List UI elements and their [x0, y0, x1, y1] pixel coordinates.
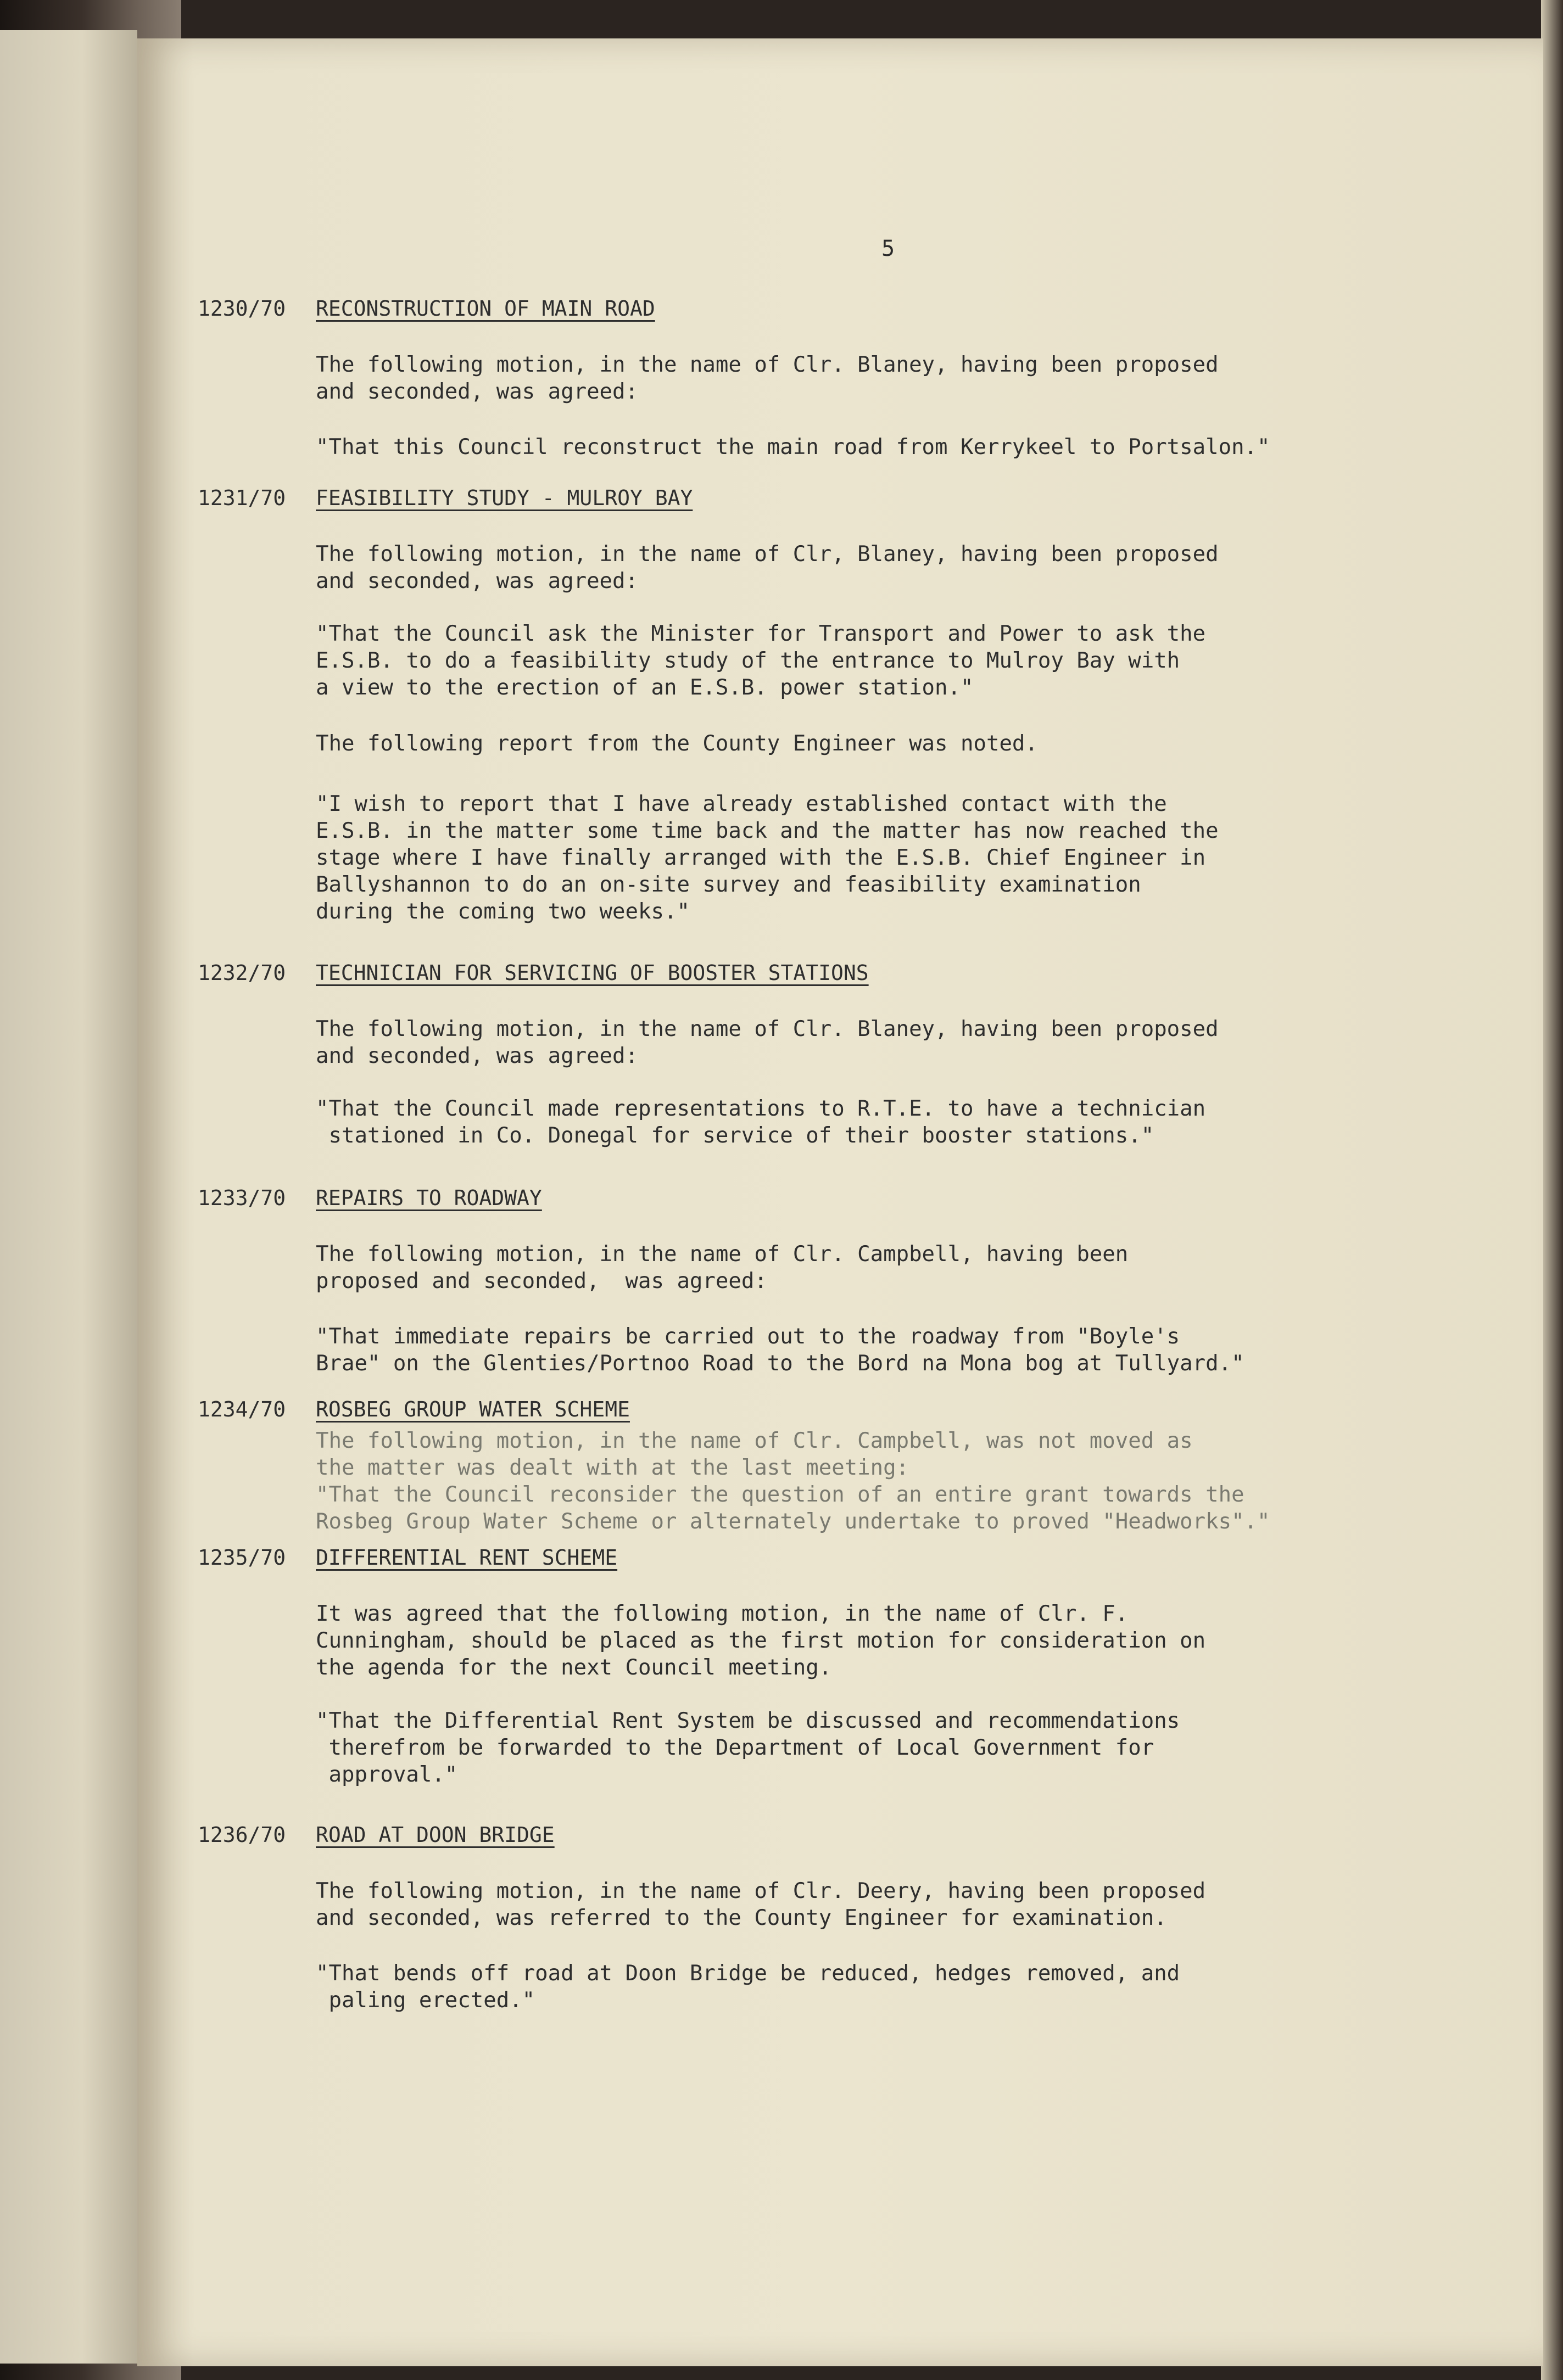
minute-paragraph: The following motion, in the name of Clr. Deery, having been proposed and seconded, was referred to the County Engineer for examination.	[316, 1879, 1206, 1930]
minute-paragraph: "That this Council reconstruct the main road from Kerrykeel to Portsalon."	[316, 435, 1270, 460]
minute-paragraph: "That immediate repairs be carried out to the roadway from "Boyle's Brae" on the Glenties/Portnoo Road to the Bord na Mona bog at Tullyard."	[316, 1324, 1244, 1376]
minute-number: 1231/70	[198, 486, 286, 510]
minute-number: 1235/70	[198, 1545, 286, 1570]
minute-number: 1236/70	[198, 1823, 286, 1847]
facing-page-edge	[0, 30, 137, 2364]
minute-paragraph: "That the Differential Rent System be discussed and recommendations therefrom be forwarded to the Department of Local Government for approval."	[316, 1709, 1180, 1787]
minute-number: 1230/70	[198, 296, 286, 321]
minute-paragraph: "That bends off road at Doon Bridge be reduced, hedges removed, and paling erected."	[316, 1961, 1180, 2013]
minute-heading: ROAD AT DOON BRIDGE	[316, 1823, 555, 1847]
minute-paragraph: "That the Council made representations to R.T.E. to have a technician stationed in Co. Donegal for service of their booster stations."	[316, 1096, 1206, 1148]
minute-paragraph: The following motion, in the name of Clr. Blaney, having been proposed and seconded, was agreed:	[316, 352, 1219, 404]
minute-number: 1234/70	[198, 1397, 286, 1421]
minute-paragraph: The following motion, in the name of Clr. Blaney, having been proposed and seconded, was agreed:	[316, 1017, 1219, 1068]
minute-number: 1232/70	[198, 961, 286, 985]
minute-paragraph: "That the Council ask the Minister for Transport and Power to ask the E.S.B. to do a feasibility study of the entrance to Mulroy Bay with a view to the erection of an E.S.B. power station."	[316, 621, 1206, 700]
minute-paragraph: The following motion, in the name of Clr. Campbell, having been proposed and seconded, was agreed:	[316, 1242, 1129, 1293]
minute-heading: RECONSTRUCTION OF MAIN ROAD	[316, 296, 655, 321]
minute-paragraph: The following motion, in the name of Clr. Campbell, was not moved as the matter was dealt with at the last meeting: "That the Council reconsider the question of an entire grant towards the Rosbeg Group Water Scheme or alternately undertake to proved "Headworks"."	[316, 1429, 1270, 1534]
document-page	[137, 38, 1543, 2366]
minute-heading: ROSBEG GROUP WATER SCHEME	[316, 1397, 630, 1421]
minute-heading: FEASIBILITY STUDY - MULROY BAY	[316, 486, 693, 510]
page-number: 5	[881, 236, 895, 261]
minute-heading: REPAIRS TO ROADWAY	[316, 1186, 542, 1210]
minute-paragraph: The following motion, in the name of Clr, Blaney, having been proposed and seconded, was agreed:	[316, 542, 1219, 593]
minute-heading: TECHNICIAN FOR SERVICING OF BOOSTER STATIONS	[316, 961, 869, 985]
minute-number: 1233/70	[198, 1186, 286, 1210]
minute-paragraph: "I wish to report that I have already established contact with the E.S.B. in the matter some time back and the matter has now reached the stage where I have finally arranged with the E.S.B. Chief Engineer in Ballyshannon to do an on-site survey and feasibility examination during the coming two weeks."	[316, 792, 1219, 924]
minute-paragraph: The following report from the County Engineer was noted.	[316, 731, 1038, 756]
minute-paragraph: It was agreed that the following motion, in the name of Clr. F. Cunningham, should be placed as the first motion for consideration on the agenda for the next Council meeting.	[316, 1601, 1206, 1680]
minute-heading: DIFFERENTIAL RENT SCHEME	[316, 1545, 618, 1570]
